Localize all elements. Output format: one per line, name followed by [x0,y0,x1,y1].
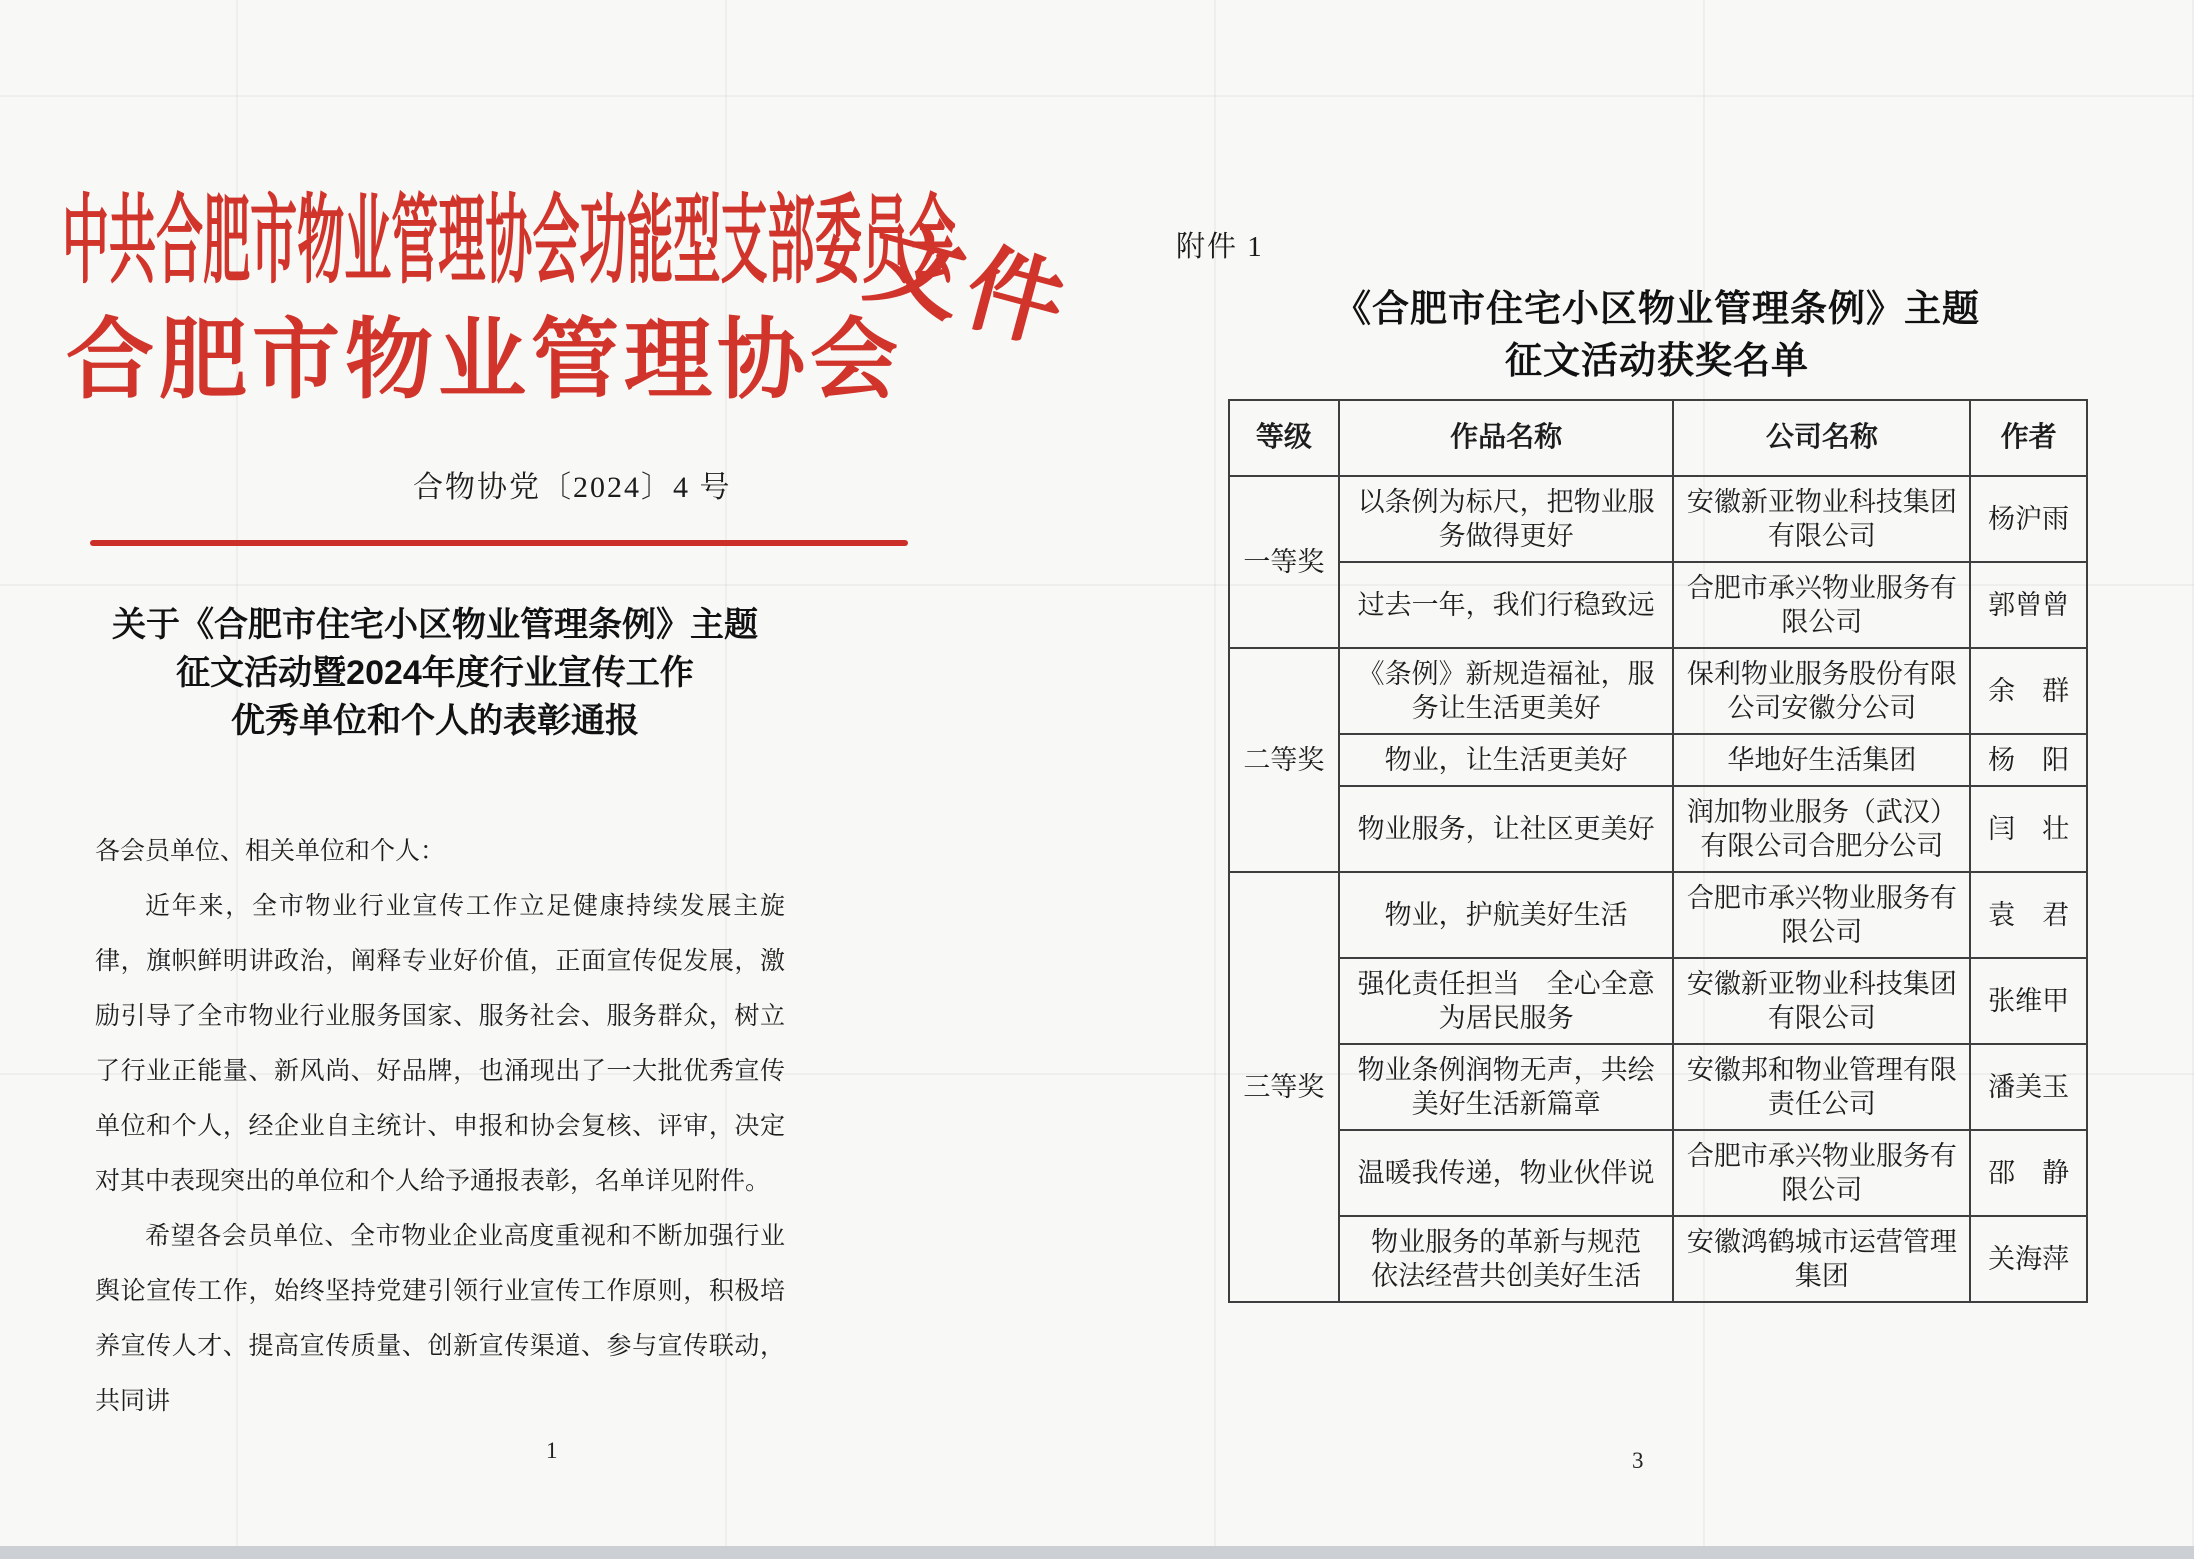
work-cell: 强化责任担当 全心全意为居民服务 [1339,958,1674,1044]
company-cell: 合肥市承兴物业服务有限公司 [1673,872,1970,958]
awards-table-body [1229,476,2087,1302]
company-cell: 合肥市承兴物业服务有限公司 [1673,1130,1970,1216]
salutation: 各会员单位、相关单位和个人： [95,838,446,865]
document-body [95,824,785,1429]
author-cell: 闫 壮 [1970,786,2087,872]
company-cell: 安徽新亚物业科技集团有限公司 [1673,958,1970,1044]
document-number: 合物协党〔2024〕4 号 [413,471,732,504]
work-cell: 物业服务的革新与规范 依法经营共创美好生活 [1339,1216,1674,1302]
company-cell: 合肥市承兴物业服务有限公司 [1673,562,1970,648]
work-cell: 以条例为标尺，把物业服务做得更好 [1339,476,1674,562]
author-cell: 杨沪雨 [1970,476,2087,562]
grade-cell: 三等奖 [1229,872,1339,1302]
table-row [1229,872,2087,958]
document-stamp-wenjian: 文件 [855,207,1081,364]
right-page-number: 3 [1632,1448,1644,1473]
company-cell: 安徽邦和物业管理有限责任公司 [1673,1044,1970,1130]
table-row [1229,562,2087,648]
author-cell: 袁 君 [1970,872,2087,958]
attachment-title [1207,283,2107,387]
table-row [1229,1216,2087,1302]
author-cell: 关海萍 [1970,1216,2087,1302]
attachment-title-line1: 《合肥市住宅小区物业管理条例》主题 [1334,288,1980,329]
work-cell: 温暖我传递，物业伙伴说 [1339,1130,1674,1216]
company-cell: 华地好生活集团 [1673,734,1970,786]
header-grade: 等级 [1229,400,1339,476]
work-cell: 过去一年，我们行稳致远 [1339,562,1674,648]
table-row [1229,734,2087,786]
author-cell: 张维甲 [1970,958,2087,1044]
table-row [1229,786,2087,872]
attachment-label: 附件 1 [1176,231,1264,263]
table-row [1229,1044,2087,1130]
work-cell: 物业，护航美好生活 [1339,872,1674,958]
document-title-line2: 征文活动暨2024年度行业宣传工作 [176,654,694,692]
work-cell: 物业条例润物无声，共绘美好生活新篇章 [1339,1044,1674,1130]
author-cell: 邵 静 [1970,1130,2087,1216]
attachment-title-line2: 征文活动获奖名单 [1505,340,1809,381]
body-paragraph: 希望各会员单位、全市物业企业高度重视和不断加强行业舆论宣传工作，始终坚持党建引领行业宣传工作原则，积极培养宣传人才、提高宣传质量、创新宣传渠道、参与宣传联动，共同讲 [95,1223,785,1415]
work-cell: 物业服务，让社区更美好 [1339,786,1674,872]
body-paragraph: 近年来，全市物业行业宣传工作立足健康持续发展主旋律，旗帜鲜明讲政治，阐释专业好价值，正面宣传促发展，激励引导了全市物业行业服务国家、服务社会、服务群众，树立了行业正能量、新风尚、好品牌，也涌现出了一大批优秀宣传单位和个人，经企业自主统计、申报和协会复核、评审，决定对其中表现突出的单位和个人给予通报表彰，名单详见附件。 [95,893,785,1195]
author-cell: 余 群 [1970,648,2087,734]
table-row [1229,648,2087,734]
table-header-row [1229,400,2087,476]
author-cell: 杨 阳 [1970,734,2087,786]
header-author: 作者 [1970,400,2087,476]
document-title-line3: 优秀单位和个人的表彰通报 [231,702,639,740]
table-row [1229,476,2087,562]
author-cell: 潘美玉 [1970,1044,2087,1130]
document-title-line1: 关于《合肥市住宅小区物业管理条例》主题 [112,606,758,644]
red-divider-rule [90,540,908,546]
company-cell: 安徽鸿鹤城市运营管理集团 [1673,1216,1970,1302]
grade-cell: 二等奖 [1229,648,1339,872]
header-work: 作品名称 [1339,400,1674,476]
company-cell: 润加物业服务（武汉）有限公司合肥分公司 [1673,786,1970,872]
author-cell: 郭曾曾 [1970,562,2087,648]
table-row [1229,1130,2087,1216]
org-name-line2: 合肥市物业管理协会 [66,313,904,410]
left-page-number: 1 [546,1438,558,1463]
work-cell: 物业，让生活更美好 [1339,734,1674,786]
grade-cell: 一等奖 [1229,476,1339,648]
work-cell: 《条例》新规造福祉，服务让生活更美好 [1339,648,1674,734]
header-company: 公司名称 [1673,400,1970,476]
scan-edge-bar [0,1546,2194,1559]
awards-table [1228,399,2088,1303]
company-cell: 保利物业服务股份有限公司安徽分公司 [1673,648,1970,734]
org-name-line1: 中共合肥市物业管理协会功能型支部委员会 [62,188,956,295]
document-title [95,601,775,745]
table-row [1229,958,2087,1044]
awards-table-container [1228,399,2088,1303]
company-cell: 安徽新亚物业科技集团有限公司 [1673,476,1970,562]
